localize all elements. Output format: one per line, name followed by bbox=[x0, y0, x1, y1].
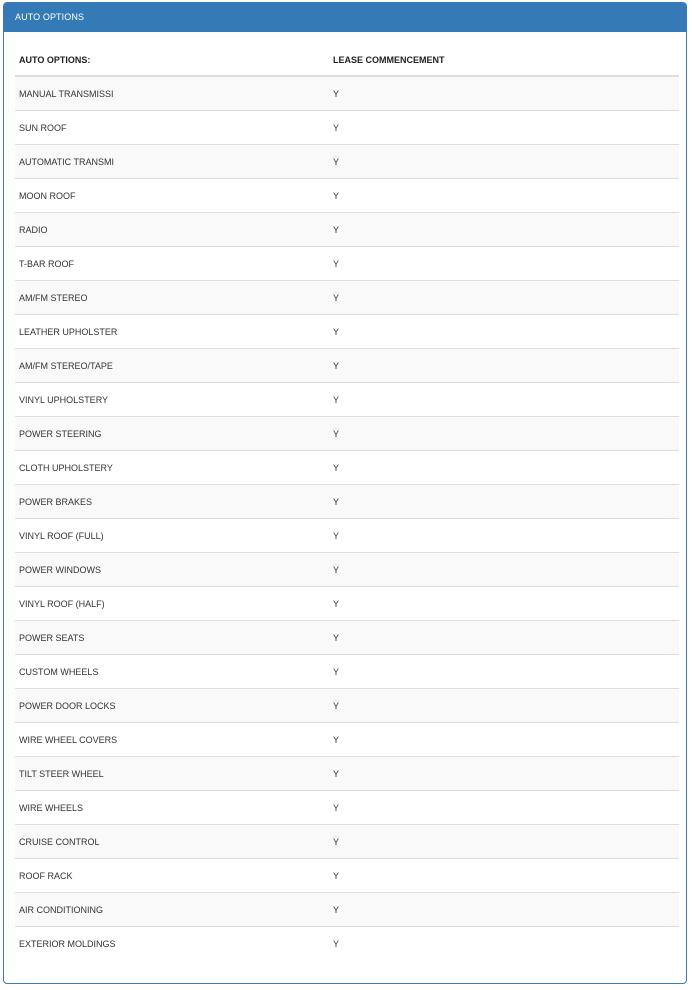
table-row bbox=[15, 76, 679, 111]
column-header-auto-options: AUTO OPTIONS: bbox=[15, 44, 329, 76]
auto-options-panel bbox=[3, 2, 687, 984]
lease-commencement-cell: Y bbox=[329, 927, 679, 961]
option-name-cell: RADIO bbox=[15, 213, 329, 247]
table-row bbox=[15, 315, 679, 349]
option-name-cell: VINYL ROOF (HALF) bbox=[15, 587, 329, 621]
option-name-cell: ROOF RACK bbox=[15, 859, 329, 893]
lease-commencement-cell: Y bbox=[329, 111, 679, 145]
lease-commencement-cell: Y bbox=[329, 315, 679, 349]
lease-commencement-cell: Y bbox=[329, 893, 679, 927]
table-row bbox=[15, 383, 679, 417]
lease-commencement-cell: Y bbox=[329, 485, 679, 519]
lease-commencement-cell: Y bbox=[329, 757, 679, 791]
table-row bbox=[15, 655, 679, 689]
option-name-cell: AUTOMATIC TRANSMI bbox=[15, 145, 329, 179]
table-row bbox=[15, 349, 679, 383]
table-row bbox=[15, 723, 679, 757]
lease-commencement-cell: Y bbox=[329, 451, 679, 485]
option-name-cell: AIR CONDITIONING bbox=[15, 893, 329, 927]
table-row bbox=[15, 111, 679, 145]
option-name-cell: MANUAL TRANSMISSI bbox=[15, 76, 329, 111]
table-header-row bbox=[15, 44, 679, 76]
option-name-cell: TILT STEER WHEEL bbox=[15, 757, 329, 791]
lease-commencement-cell: Y bbox=[329, 383, 679, 417]
option-name-cell: CUSTOM WHEELS bbox=[15, 655, 329, 689]
table-row bbox=[15, 281, 679, 315]
panel-title: AUTO OPTIONS bbox=[4, 3, 686, 32]
option-name-cell: AM/FM STEREO/TAPE bbox=[15, 349, 329, 383]
table-row bbox=[15, 791, 679, 825]
lease-commencement-cell: Y bbox=[329, 145, 679, 179]
lease-commencement-cell: Y bbox=[329, 825, 679, 859]
lease-commencement-cell: Y bbox=[329, 281, 679, 315]
table-row bbox=[15, 451, 679, 485]
lease-commencement-cell: Y bbox=[329, 213, 679, 247]
lease-commencement-cell: Y bbox=[329, 859, 679, 893]
option-name-cell: MOON ROOF bbox=[15, 179, 329, 213]
table-row bbox=[15, 213, 679, 247]
option-name-cell: AM/FM STEREO bbox=[15, 281, 329, 315]
table-row bbox=[15, 417, 679, 451]
table-row bbox=[15, 757, 679, 791]
lease-commencement-cell: Y bbox=[329, 247, 679, 281]
option-name-cell: VINYL UPHOLSTERY bbox=[15, 383, 329, 417]
lease-commencement-cell: Y bbox=[329, 791, 679, 825]
table-row bbox=[15, 519, 679, 553]
table-row bbox=[15, 689, 679, 723]
panel-body bbox=[4, 44, 686, 960]
table-row bbox=[15, 145, 679, 179]
lease-commencement-cell: Y bbox=[329, 689, 679, 723]
lease-commencement-cell: Y bbox=[329, 553, 679, 587]
option-name-cell: VINYL ROOF (FULL) bbox=[15, 519, 329, 553]
column-header-lease-commencement: LEASE COMMENCEMENT bbox=[329, 44, 679, 76]
table-row bbox=[15, 553, 679, 587]
table-row bbox=[15, 927, 679, 961]
option-name-cell: POWER DOOR LOCKS bbox=[15, 689, 329, 723]
table-row bbox=[15, 621, 679, 655]
table-row bbox=[15, 247, 679, 281]
option-name-cell: WIRE WHEELS bbox=[15, 791, 329, 825]
lease-commencement-cell: Y bbox=[329, 655, 679, 689]
lease-commencement-cell: Y bbox=[329, 587, 679, 621]
lease-commencement-cell: Y bbox=[329, 621, 679, 655]
lease-commencement-cell: Y bbox=[329, 349, 679, 383]
option-name-cell: SUN ROOF bbox=[15, 111, 329, 145]
option-name-cell: POWER WINDOWS bbox=[15, 553, 329, 587]
option-name-cell: CLOTH UPHOLSTERY bbox=[15, 451, 329, 485]
lease-commencement-cell: Y bbox=[329, 179, 679, 213]
option-name-cell: EXTERIOR MOLDINGS bbox=[15, 927, 329, 961]
option-name-cell: CRUISE CONTROL bbox=[15, 825, 329, 859]
table-row bbox=[15, 485, 679, 519]
lease-commencement-cell: Y bbox=[329, 76, 679, 111]
table-row bbox=[15, 825, 679, 859]
table-body bbox=[15, 76, 679, 960]
table-row bbox=[15, 859, 679, 893]
option-name-cell: POWER SEATS bbox=[15, 621, 329, 655]
lease-commencement-cell: Y bbox=[329, 417, 679, 451]
auto-options-table bbox=[15, 44, 679, 960]
option-name-cell: WIRE WHEEL COVERS bbox=[15, 723, 329, 757]
option-name-cell: POWER STEERING bbox=[15, 417, 329, 451]
table-row bbox=[15, 587, 679, 621]
option-name-cell: T-BAR ROOF bbox=[15, 247, 329, 281]
option-name-cell: LEATHER UPHOLSTER bbox=[15, 315, 329, 349]
option-name-cell: POWER BRAKES bbox=[15, 485, 329, 519]
table-row bbox=[15, 893, 679, 927]
lease-commencement-cell: Y bbox=[329, 519, 679, 553]
lease-commencement-cell: Y bbox=[329, 723, 679, 757]
table-row bbox=[15, 179, 679, 213]
